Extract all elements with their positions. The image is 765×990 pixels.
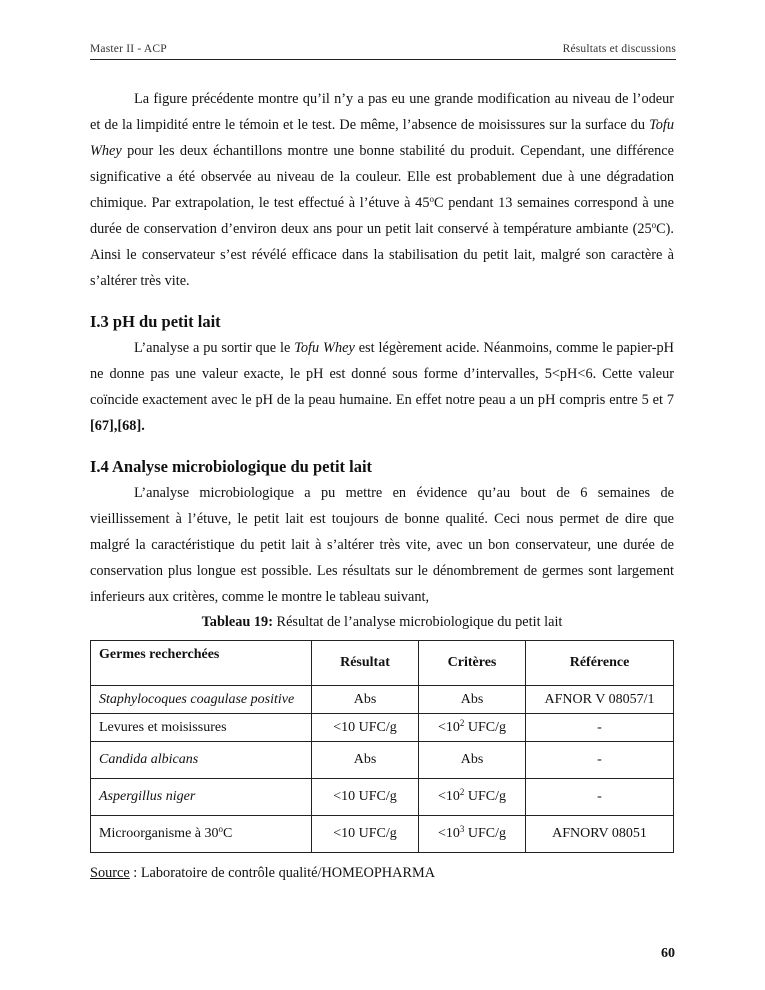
cell-criteria: $<10^2$ UFC/g [419,779,526,816]
caption-label: Tableau 19: [201,614,273,630]
heading-micro: I.4 Analyse microbiologique du petit lait [90,457,373,476]
text-run: C). Ainsi le conservateur s’est révélé efficace dans la stabilisation du petit lait, malgré son caractère à s’altérer très vite. [90,221,674,289]
text-run: C pendant 13 semaines correspond à une durée de conservation d’environ deux ans pour un petit lait conservé à température ambiante (25 [90,195,675,237]
table-header-row [91,641,674,686]
source-label: Source [90,865,130,881]
table-row [91,742,674,779]
degree-sup: o [429,194,434,204]
table-row [91,686,674,714]
results-table [90,640,674,853]
page-content [90,86,674,882]
italic-term: Tofu Whey [90,117,674,159]
cell-germ: Aspergillus niger [91,779,312,816]
heading-ph: I.3 pH du petit lait [90,312,221,331]
text-run: La figure précédente montre qu’il n’y a pas eu une grande modification au niveau de l’odeur et de la limpidité entre le témoin et le test. De même, l’absence de moisissures sur la surface du [90,91,674,133]
text-run: L’analyse a pu sortir que le [134,340,295,356]
cell-result: <10 UFC/g [312,714,419,742]
table-caption [90,614,674,636]
cell-result: <10 UFC/g [312,816,419,853]
text-run: pour les deux échantillons montre une bonne stabilité du produit. Cependant, une différence significative a été observée au niveau de la couleur. Elle est probablement due à une dégradation chimique. Par extrapolation, le test effectué à l’étuve à 45 [90,143,674,211]
text-run: est légèrement acide. Néanmoins, comme le papier-pH ne donne pas une valeur exacte, le pH est donné sous forme d’intervalles, 5<pH<6. Cette valeur coïncide exactement avec le pH de la peau humaine. En effet notre peau a un pH compris entre 5 et 7 [90,340,674,408]
cell-result: <10 UFC/g [312,779,419,816]
col-header-reference: Référence [526,641,674,686]
cell-reference: AFNOR V 08057/1 [526,686,674,714]
cell-result: Abs [312,742,419,779]
cell-germ: Candida albicans [91,742,312,779]
cell-germ: Staphylocoques coagulase positive [91,686,312,714]
table-row [91,714,674,742]
col-header-result: Résultat [312,641,419,686]
col-header-criteria: Critères [419,641,526,686]
cell-criteria: $<10^2$ UFC/g [419,714,526,742]
cell-germ: Levures et moisissures [91,714,312,742]
paragraph-stability [90,86,674,294]
paragraph-micro: L’analyse microbiologique a pu mettre en évidence qu’au bout de 6 semaines de vieillissement à l’étuve, le petit lait est toujours de bonne qualité. Ceci nous permet de dire que malgré la caractéristique du petit lait à s’altérer très vite, avec un bon conservateur, une durée de conservation plus longue est possible. Les résultats sur le dénombrement de germes sont largement inferieurs aux critères, comme le montre le tableau suivant, [90,485,674,605]
col-header-germs: Germes recherchées [91,641,312,686]
cell-reference: - [526,779,674,816]
source-text: : Laboratoire de contrôle qualité/HOMEOPHARMA [129,865,436,881]
table-row [91,779,674,816]
cell-germ: Microorganisme à 30$^o$C [91,816,312,853]
cell-reference: - [526,742,674,779]
table-row [91,816,674,853]
cell-criteria: Abs [419,742,526,779]
header-right: Résultats et discussions [562,43,676,55]
cell-criteria: Abs [419,686,526,714]
cell-criteria: $<10^3$ UFC/g [419,816,526,853]
header-left: Master II - ACP [90,43,167,55]
page-number: 60 [661,946,675,961]
page-header [90,42,676,60]
caption-text: Résultat de l’analyse microbiologique du petit lait [272,614,563,630]
cell-result: Abs [312,686,419,714]
table-source [90,865,674,882]
cell-reference: - [526,714,674,742]
cell-reference: AFNORV 08051 [526,816,674,853]
italic-term: Tofu Whey [294,340,355,356]
citation-refs: [67],[68]. [90,418,145,434]
degree-sup: o [651,220,657,230]
paragraph-ph [90,335,674,439]
